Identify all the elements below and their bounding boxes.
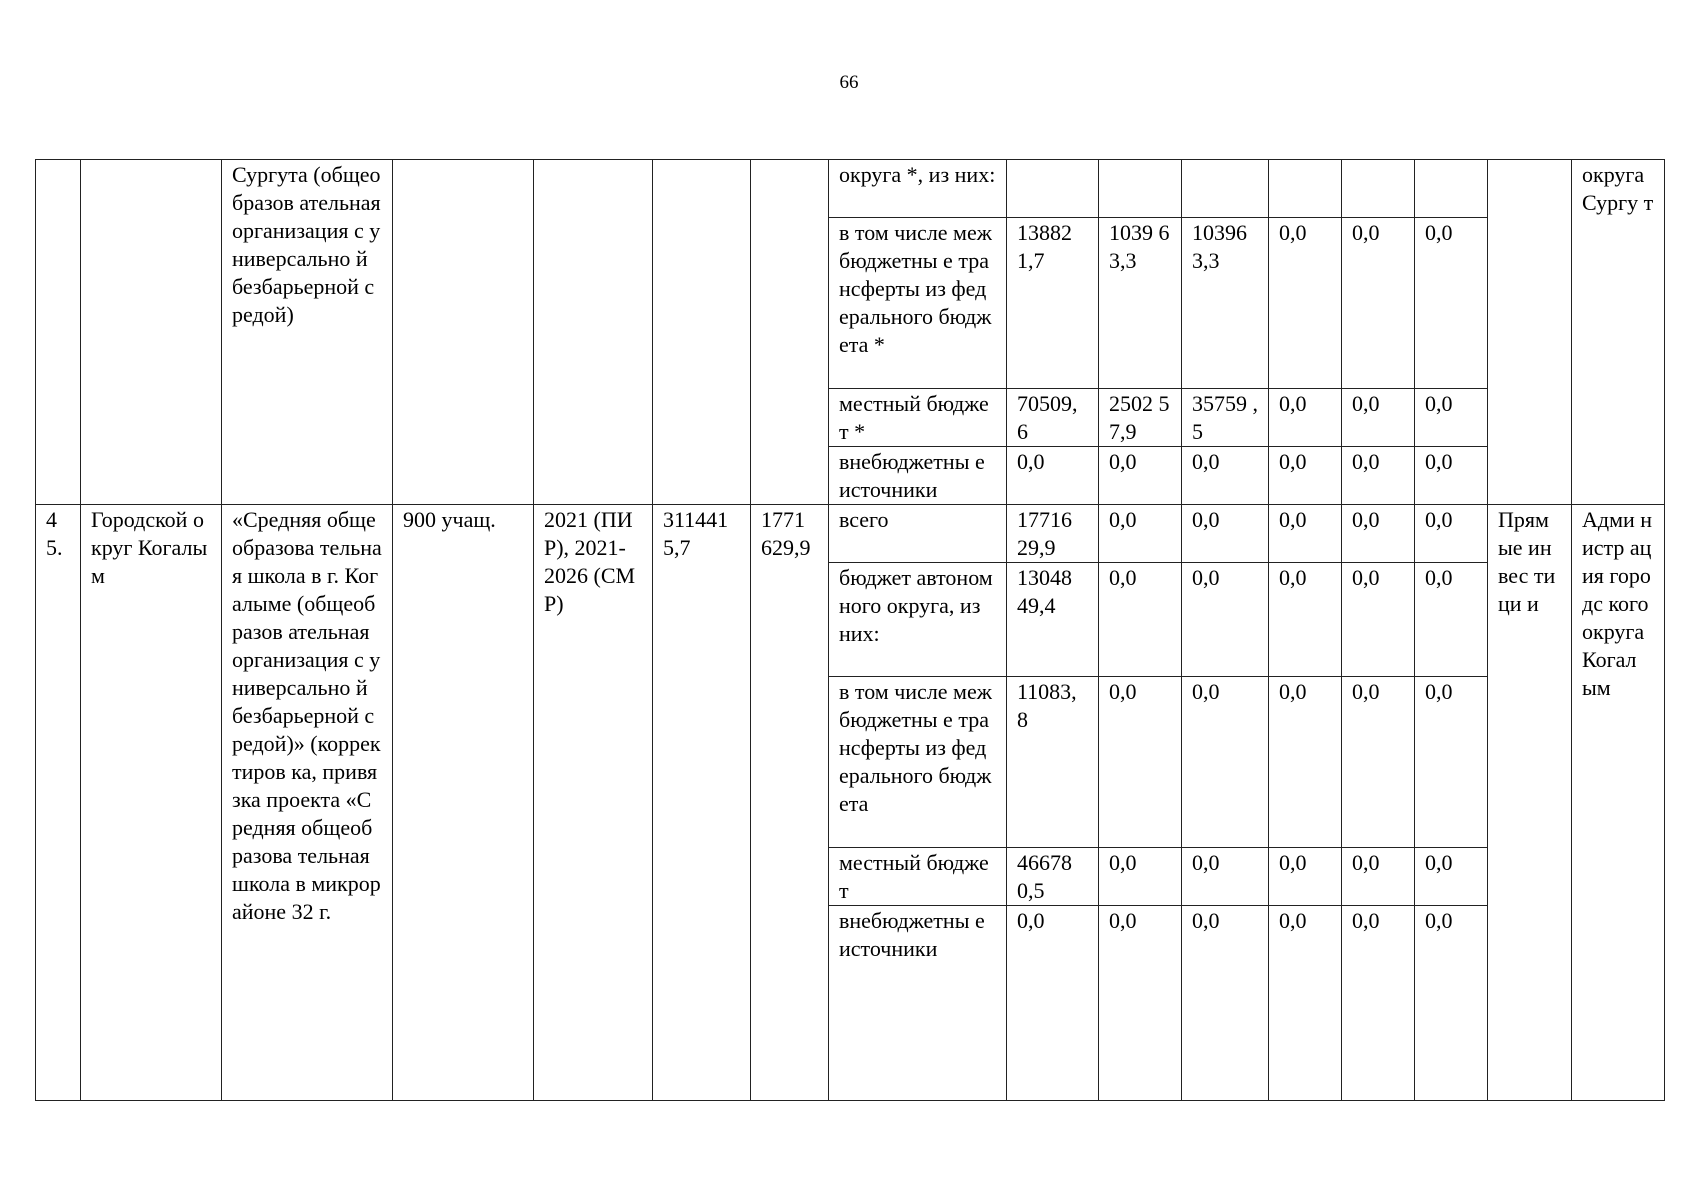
value-cell: 0,0 <box>1007 906 1099 1101</box>
value-cell: 0,0 <box>1269 218 1342 389</box>
value-cell: 0,0 <box>1415 218 1488 389</box>
source-label: бюджет автономного округа, из них: <box>829 563 1007 677</box>
value-cell: 0,0 <box>1269 848 1342 906</box>
value-cell: 0,0 <box>1099 447 1182 505</box>
value-cell <box>1007 160 1099 218</box>
capacity-cell <box>393 160 534 505</box>
responsible-cell: округа Сургу т <box>1572 160 1665 505</box>
mechanism-cell <box>1488 160 1572 505</box>
value-cell: 0,0 <box>1182 677 1269 848</box>
value-cell: 0,0 <box>1342 563 1415 677</box>
value-cell: 0,0 <box>1099 848 1182 906</box>
period-cell: 2021 (ПИР), 2021- 2026 (СМР) <box>534 505 653 1101</box>
value-cell <box>1182 160 1269 218</box>
value-cell: 10396 3,3 <box>1182 218 1269 389</box>
value-cell: 0,0 <box>1415 563 1488 677</box>
source-label: внебюджетны е источники <box>829 447 1007 505</box>
value-cell <box>1099 160 1182 218</box>
value-cell: 0,0 <box>1182 447 1269 505</box>
value-cell: 0,0 <box>1415 677 1488 848</box>
value-cell: 0,0 <box>1415 848 1488 906</box>
value-cell <box>1269 160 1342 218</box>
value-cell <box>1342 160 1415 218</box>
value-cell: 0,0 <box>1342 848 1415 906</box>
value-cell: 0,0 <box>1415 505 1488 563</box>
item-number-cell: 4 5. <box>36 505 81 1101</box>
value-cell: 2502 57,9 <box>1099 389 1182 447</box>
municipality-cell: Городской округ Когалым <box>81 505 222 1101</box>
table-row <box>36 160 1665 218</box>
capacity-cell: 900 учащ. <box>393 505 534 1101</box>
value-cell: 0,0 <box>1269 389 1342 447</box>
source-label: в том числе межбюджетны е трансферты из федерального бюджета <box>829 677 1007 848</box>
value-cell: 0,0 <box>1415 906 1488 1101</box>
period-cell <box>534 160 653 505</box>
value-cell: 13048 49,4 <box>1007 563 1099 677</box>
source-label: в том числе межбюджетны е трансферты из федерального бюджета * <box>829 218 1007 389</box>
municipality-cell <box>81 160 222 505</box>
source-label: всего <box>829 505 1007 563</box>
item-number-cell <box>36 160 81 505</box>
object-name-cell: Сургута (общеобразов ательная организация с универсально й безбарьерной средой) <box>222 160 393 505</box>
value-cell: 0,0 <box>1182 906 1269 1101</box>
value-cell: 70509, 6 <box>1007 389 1099 447</box>
value-cell: 11083, 8 <box>1007 677 1099 848</box>
source-label: округа *, из них: <box>829 160 1007 218</box>
value-cell: 0,0 <box>1182 563 1269 677</box>
value-cell: 13882 1,7 <box>1007 218 1099 389</box>
source-label: местный бюджет * <box>829 389 1007 447</box>
value-cell: 0,0 <box>1099 677 1182 848</box>
investment-table <box>35 159 1665 1101</box>
value-cell <box>1415 160 1488 218</box>
object-name-cell: «Средняя общеобразова тельная школа в г. Когалыме (общеобразов ательная организация с универсально й безбарьерной средой)» (корректиров ка, привязка проекта «Средняя общеобразова тельная школа в микрорайоне 32 г. <box>222 505 393 1101</box>
value-cell: 0,0 <box>1415 447 1488 505</box>
source-label: местный бюджет <box>829 848 1007 906</box>
table-row <box>36 505 1665 563</box>
source-label: внебюджетны е источники <box>829 906 1007 1101</box>
value-cell: 0,0 <box>1342 677 1415 848</box>
value-cell: 0,0 <box>1269 906 1342 1101</box>
remaining-cost-cell: 1771 629,9 <box>751 505 829 1101</box>
value-cell: 0,0 <box>1182 505 1269 563</box>
value-cell: 0,0 <box>1342 218 1415 389</box>
estimated-cost-cell: 311441 5,7 <box>653 505 751 1101</box>
estimated-cost-cell <box>653 160 751 505</box>
value-cell: 0,0 <box>1269 563 1342 677</box>
value-cell: 0,0 <box>1342 447 1415 505</box>
remaining-cost-cell <box>751 160 829 505</box>
value-cell: 1039 63,3 <box>1099 218 1182 389</box>
page-number: 66 <box>839 72 859 93</box>
value-cell: 0,0 <box>1415 389 1488 447</box>
value-cell: 0,0 <box>1269 447 1342 505</box>
value-cell: 0,0 <box>1099 563 1182 677</box>
value-cell: 0,0 <box>1099 906 1182 1101</box>
value-cell: 0,0 <box>1099 505 1182 563</box>
responsible-cell: Адми нистр ация городс кого округа Когал ым <box>1572 505 1665 1101</box>
value-cell: 0,0 <box>1342 389 1415 447</box>
value-cell: 0,0 <box>1182 848 1269 906</box>
value-cell: 0,0 <box>1007 447 1099 505</box>
value-cell: 0,0 <box>1269 677 1342 848</box>
value-cell: 46678 0,5 <box>1007 848 1099 906</box>
value-cell: 0,0 <box>1342 906 1415 1101</box>
value-cell: 35759 ,5 <box>1182 389 1269 447</box>
value-cell: 0,0 <box>1269 505 1342 563</box>
mechanism-cell: Прям ые инвес тици и <box>1488 505 1572 1101</box>
value-cell: 0,0 <box>1342 505 1415 563</box>
value-cell: 17716 29,9 <box>1007 505 1099 563</box>
